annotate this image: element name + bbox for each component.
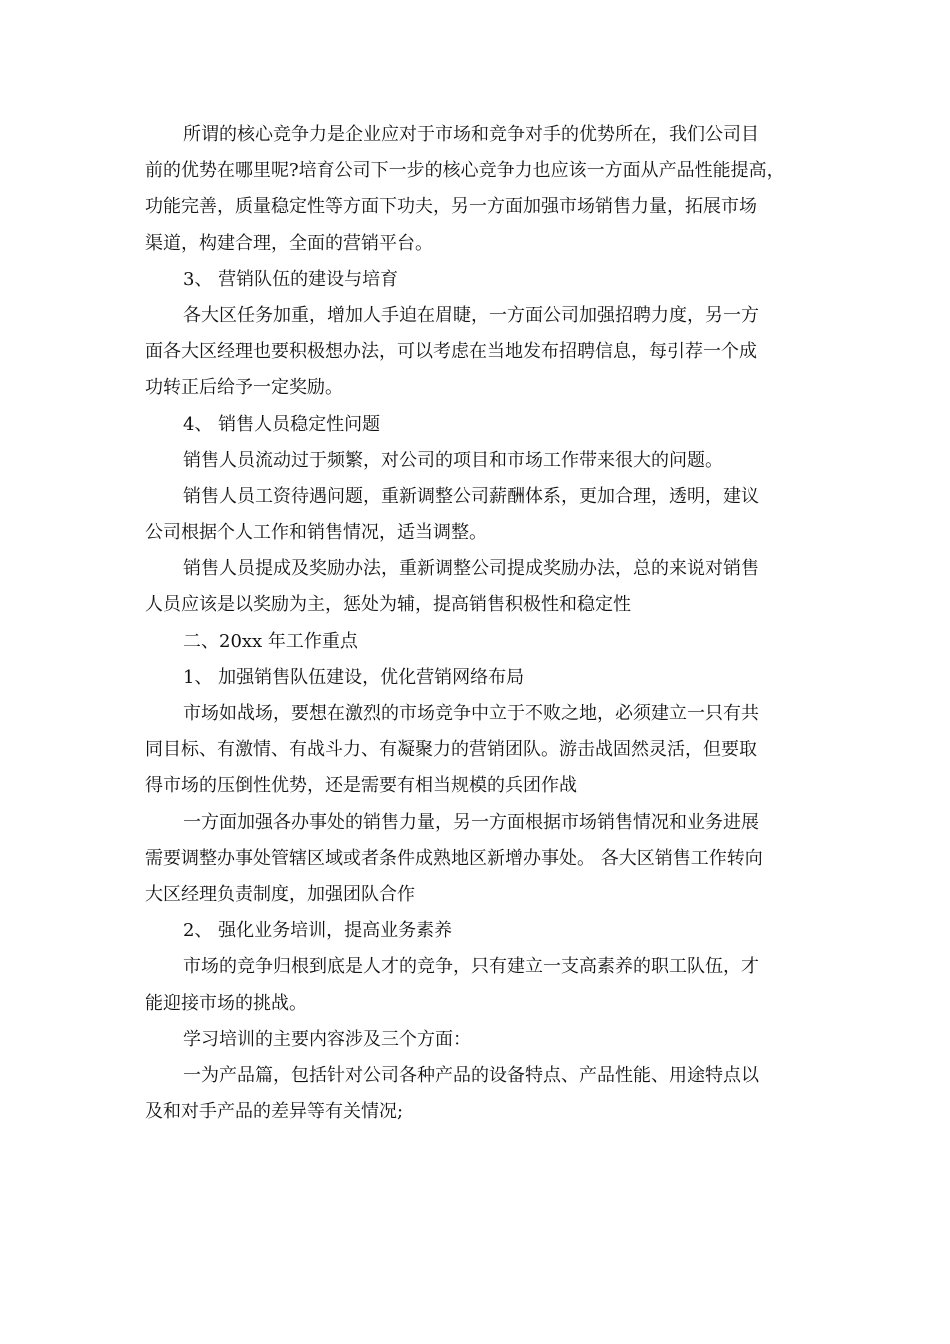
- paragraph-line: 能迎接市场的挑战。: [145, 992, 307, 1014]
- paragraph-line: 2、 强化业务培训，提高业务素养: [183, 920, 453, 942]
- paragraph-line: 同目标、有激情、有战斗力、有凝聚力的营销团队。游击战固然灵活，但要取: [145, 739, 757, 761]
- paragraph-line: 渠道，构建合理，全面的营销平台。: [145, 232, 433, 254]
- paragraph-line: 销售人员工资待遇问题，重新调整公司薪酬体系，更加合理，透明，建议: [183, 485, 759, 507]
- paragraph-line: 市场如战场，要想在激烈的市场竞争中立于不败之地，必须建立一只有共: [183, 703, 759, 724]
- paragraph-line: 销售人员流动过于频繁，对公司的项目和市场工作带来很大的问题。: [183, 449, 723, 471]
- paragraph-line: 功能完善，质量稳定性等方面下功夫，另一方面加强市场销售力量，拓展市场: [145, 196, 757, 218]
- paragraph-line: 销售人员提成及奖励办法，重新调整公司提成奖励办法，总的来说对销售: [183, 558, 759, 580]
- paragraph-line: 一为产品篇，包括针对公司各种产品的设备特点、产品性能、用途特点以: [183, 1064, 759, 1086]
- paragraph-line: 一方面加强各办事处的销售力量，另一方面根据市场销售情况和业务进展: [183, 811, 759, 833]
- paragraph-line: 得市场的压倒性优势，还是需要有相当规模的兵团作战: [145, 775, 577, 797]
- paragraph-line: 市场的竞争归根到底是人才的竞争，只有建立一支高素养的职工队伍，才: [183, 956, 759, 978]
- paragraph-line: 二、20xx 年工作重点: [183, 630, 358, 652]
- paragraph-line: 需要调整办事处管辖区域或者条件成熟地区新增办事处。 各大区销售工作转向: [145, 847, 763, 869]
- paragraph-line: 学习培训的主要内容涉及三个方面：: [183, 1028, 471, 1050]
- paragraph-line: 面各大区经理也要积极想办法，可以考虑在当地发布招聘信息，每引荐一个成: [145, 341, 757, 363]
- paragraph-line: 各大区任务加重，增加人手迫在眉睫，一方面公司加强招聘力度，另一方: [183, 304, 759, 326]
- paragraph-line: 及和对手产品的差异等有关情况;: [145, 1101, 404, 1123]
- paragraph-line: 前的优势在哪里呢?培育公司下一步的核心竞争力也应该一方面从产品性能提高，: [145, 160, 785, 182]
- paragraph-line: 公司根据个人工作和销售情况，适当调整。: [145, 522, 487, 544]
- document-body: [145, 117, 825, 1130]
- paragraph-line: 1、 加强销售队伍建设，优化营销网络布局: [183, 666, 525, 688]
- paragraph-line: 人员应该是以奖励为主，惩处为辅，提高销售积极性和稳定性: [145, 594, 631, 616]
- paragraph-line: 4、 销售人员稳定性问题: [183, 413, 381, 435]
- paragraph-line: 所谓的核心竞争力是企业应对于市场和竞争对手的优势所在，我们公司目: [183, 124, 759, 145]
- paragraph-line: 功转正后给予一定奖励。: [145, 377, 343, 399]
- paragraph-line: 3、 营销队伍的建设与培育: [183, 268, 399, 290]
- paragraph-line: 大区经理负责制度，加强团队合作: [145, 883, 415, 905]
